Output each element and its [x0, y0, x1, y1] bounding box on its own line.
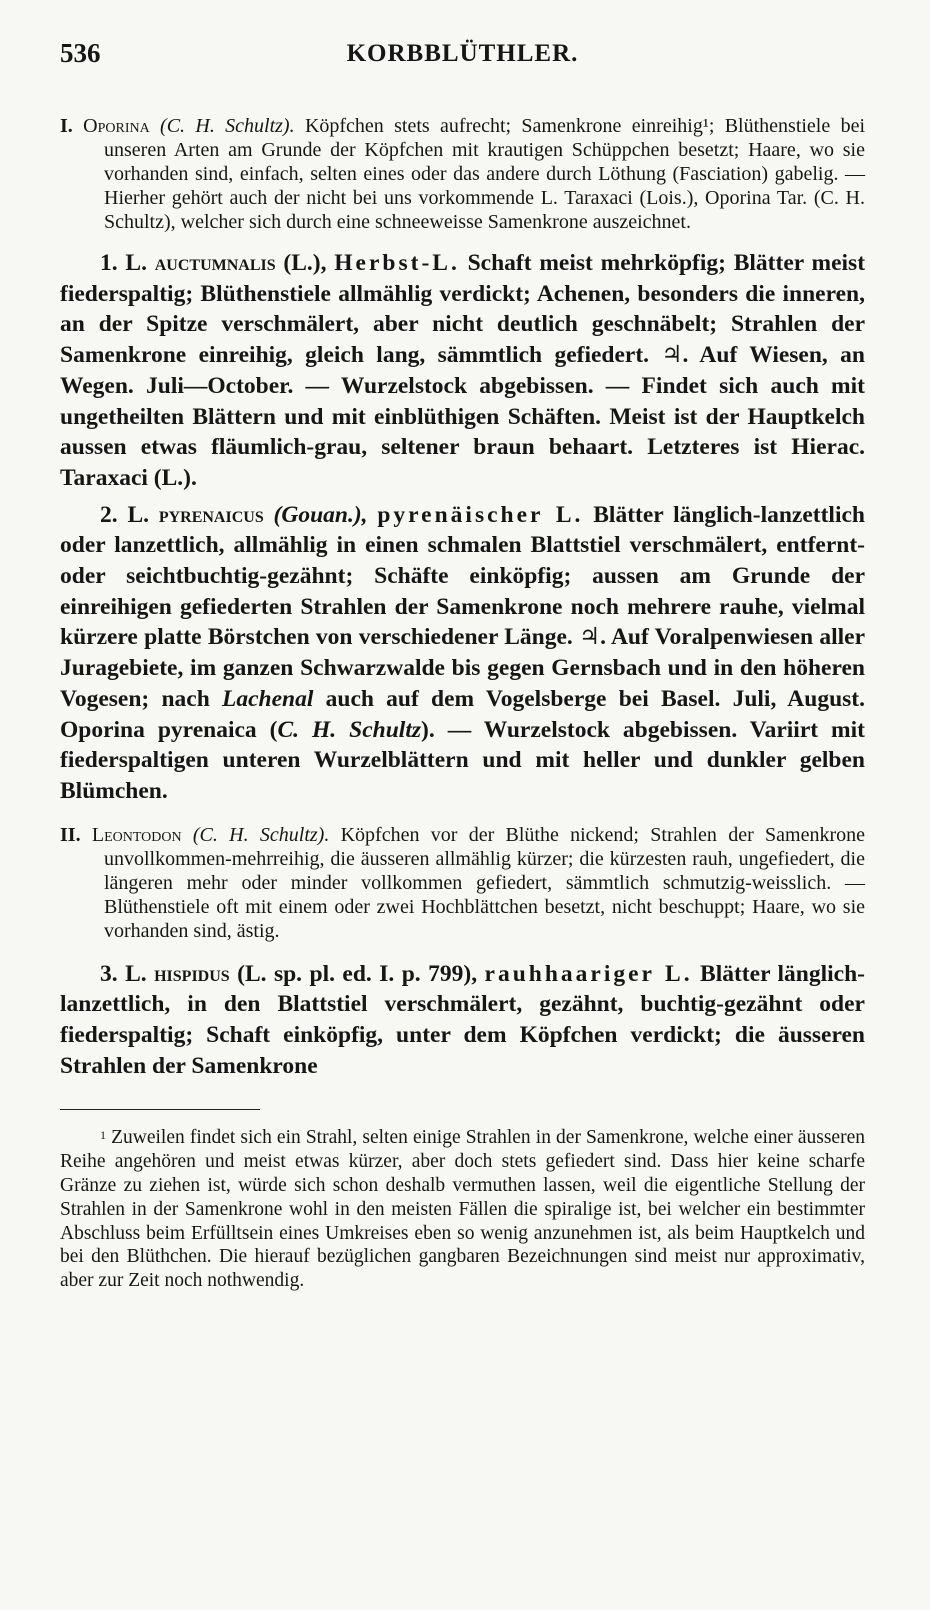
page-header [60, 38, 865, 78]
species-text-continued: auch auf dem Vogelsberge bei Basel. Juli, August. Oporina pyrenaica ( [60, 685, 865, 743]
common-name: Herbst-L. [334, 250, 460, 276]
species-hispidus [60, 959, 865, 1082]
section-author: (C. H. Schultz). [160, 115, 295, 137]
synonym-author: C. H. Schultz [277, 716, 421, 743]
section-leontodon [60, 823, 865, 943]
species-name: hispidus [154, 960, 230, 987]
section-number: II. [60, 823, 81, 846]
common-name: pyrenäischer L. [377, 501, 584, 528]
footnote-divider [60, 1109, 260, 1110]
common-name: rauhhaariger L. [484, 960, 693, 987]
footnote [60, 1126, 865, 1293]
section-text: Köpfchen vor der Blüthe nickend; Strahlen der Samenkrone unvollkommen-mehrreihig, die äusseren allmählig kürzer; die kürzesten rauh, ungefiedert, die längeren mehr oder minder vollkommen gefiedert, sämmtlich schmutzig-weisslich. — Blüthenstiele oft mit einem oder zwei Hochblättchen besetzt, nicht beschuppt; Haare, wo sie vorhanden sind, ästig. [104, 823, 865, 942]
species-text: Schaft meist mehrköpfig; Blätter meist fiederspaltig; Blüthenstiele allmählig verdickt; Achenen, besonders die inneren, an der Spitze verschmälert, aber nicht deutlich geschnäbelt; Strahlen der Samenkrone einreihig, gleich lang, sämmtlich gefiedert. ♃. Auf Wiesen, an Wegen. Juli—October. — Wurzelstock abgebissen. — Findet sich auch mit ungetheilten Blättern und mit einblüthigen Schäften. Meist ist der Hauptkelch aussen etwas fläumlich-grau, seltener braun behaart. Letzteres ist Hierac. Taraxaci (L.). [60, 250, 866, 491]
section-text: Köpfchen stets aufrecht; Samenkrone einreihig¹; Blüthenstiele bei unseren Arten am Grunde der Köpfchen mit krautigen Schüppchen besetzt; Haare, wo sie vorhanden sind, einfach, selten eines oder das andere durch Löthung (Fasciation) gabelig. — Hierher gehört auch der nicht bei uns vorkommende L. Taraxaci (Lois.), Oporina Tar. (C. H. Schultz), welcher sich durch eine schneeweisse Samenkrone auszeichnet. [104, 115, 866, 233]
footnote-marker: 1 [100, 1128, 106, 1143]
species-name: pyrenaicus [158, 501, 264, 528]
section-name: Leontodon [91, 823, 182, 846]
species-author: (L.), [283, 250, 327, 276]
section-author: (C. H. Schultz). [192, 823, 330, 846]
species-author: (Gouan.), [273, 501, 368, 528]
section-number: I. [60, 115, 73, 137]
footnote-text: Zuweilen findet sich ein Strahl, selten einige Strahlen in der Samenkrone, welche einer äusseren Reihe angehören und meist etwas kürzer, aber doch stets gefiedert sind. Dass hier keine scharfe Gränze zu ziehen ist, würde sich schon deshalb vermuthen lassen, weil die eigentliche Stellung der Strahlen in der Samenkrone wohl in den meisten Fällen die spiralige ist, bei welcher ein bestimmter Abschluss beim Erfülltsein eines Umkreises eben so wenig anzunehmen ist, als beim Hauptkelch und bei den Blüthchen. Die hierauf bezüglichen gangbaren Bezeichnungen sind meist nur approximativ, aber zur Zeit noch nothwendig. [60, 1127, 865, 1292]
species-number: 3. L. [100, 960, 147, 987]
section-oporina [60, 114, 865, 234]
collector-name: Lachenal [222, 685, 314, 712]
book-page [60, 38, 865, 1293]
running-title: KORBBLÜTHLER. [346, 40, 579, 67]
species-number: 2. L. [100, 501, 149, 528]
species-number: 1. L. [100, 250, 147, 276]
page-number: 536 [60, 38, 101, 68]
species-text: Blätter länglich-lanzettlich, in den Blattstiel verschmälert, gezähnt, buchtig-gezähnt oder fiederspaltig; Schaft einköpfig, unter dem Köpfchen verdickt; die äusseren Strahlen der Samenkrone [60, 960, 866, 1079]
species-text: Blätter länglich-lanzettlich oder lanzettlich, allmählig in einen schmalen Blattstiel verschmälert, entfernt- oder seichtbuchtig-gezähnt; Schäfte einköpfig; aussen am Grunde der einreihigen gefiederten Strahlen der Samenkrone noch mehrere rauhe, vielmal kürzere platte Börstchen von verschiedener Länge. ♃. Auf Voralpenwiesen aller Juragebiete, im ganzen Schwarzwalde bis gegen Gernsbach und in den höheren Vogesen; nach [60, 501, 865, 712]
species-pyrenaicus [60, 500, 865, 807]
species-name: auctumnalis [154, 250, 276, 276]
section-name: Oporina [83, 115, 150, 137]
species-author: (L. sp. pl. ed. I. p. 799), [237, 960, 478, 987]
species-text-end: ). — Wurzelstock abgebissen. Variirt mit fiederspaltigen unteren Wurzelblättern und mit heller und dunkler gelben Blümchen. [60, 716, 865, 804]
species-auctumnalis [60, 248, 865, 494]
